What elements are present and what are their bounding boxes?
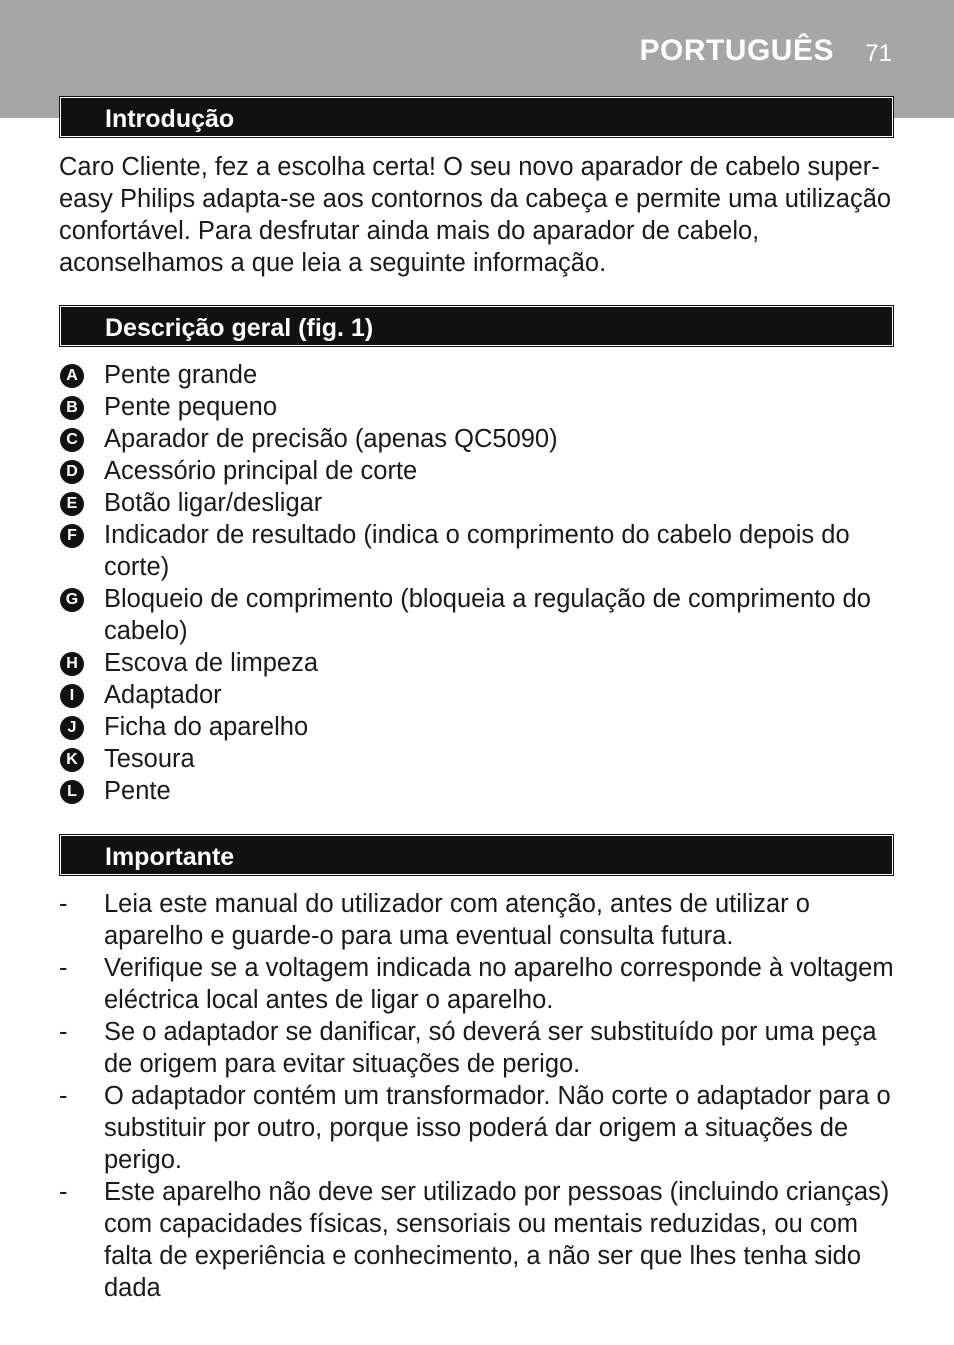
section-title-intro: Introdução bbox=[105, 105, 235, 133]
letter-badge: J bbox=[60, 716, 84, 740]
bullet-item bbox=[59, 888, 904, 952]
list-item bbox=[59, 423, 904, 455]
section-header-intro bbox=[60, 97, 893, 137]
list-item bbox=[59, 455, 904, 487]
list-item bbox=[59, 519, 904, 583]
list-item-text: Aparador de precisão (apenas QC5090) bbox=[104, 425, 558, 453]
language-title: PORTUGUÊS bbox=[639, 34, 834, 67]
list-item-text: Pente pequeno bbox=[104, 393, 277, 421]
bullet-text: Se o adaptador se danificar, só deverá ser substituído por uma peça de origem para evitar situações de perigo. bbox=[104, 1018, 877, 1078]
list-item-text: Pente grande bbox=[104, 361, 258, 389]
list-item bbox=[59, 487, 904, 519]
letter-badge: F bbox=[60, 524, 84, 548]
list-item-text: Botão ligar/desligar bbox=[104, 489, 323, 517]
list-item bbox=[59, 359, 904, 391]
list-item bbox=[59, 775, 904, 807]
list-item-text: Indicador de resultado (indica o comprimento do cabelo depois do corte) bbox=[104, 521, 850, 581]
bullet-dash: - bbox=[59, 1018, 68, 1046]
letter-badge: D bbox=[60, 460, 84, 484]
section-title-overview: Descrição geral (fig. 1) bbox=[105, 314, 374, 342]
list-item-text: Tesoura bbox=[104, 745, 195, 773]
section-title-important: Importante bbox=[105, 843, 235, 871]
bullet-dash: - bbox=[59, 1082, 68, 1110]
section-header-important bbox=[60, 835, 893, 875]
list-item bbox=[59, 679, 904, 711]
bullet-text: Este aparelho não deve ser utilizado por pessoas (incluindo crianças) com capacidades físicas, sensoriais ou mentais reduzidas, ou com falta de experiência e conhecimento, a não ser que lhes tenha sido dada bbox=[104, 1178, 890, 1302]
list-item-text: Acessório principal de corte bbox=[104, 457, 418, 485]
list-item-text: Adaptador bbox=[104, 681, 222, 709]
letter-badge: L bbox=[60, 780, 84, 804]
bullet-dash: - bbox=[59, 1178, 68, 1206]
bullet-item bbox=[59, 1080, 904, 1176]
list-item bbox=[59, 647, 904, 679]
list-item bbox=[59, 711, 904, 743]
intro-paragraph: Caro Cliente, fez a escolha certa! O seu novo aparador de cabelo super-easy Philips adapta-se aos contornos da cabeça e permite uma utilização confortável. Para desfrutar ainda mais do aparador de cabelo, aconselhamos a que leia a seguinte informação. bbox=[59, 153, 892, 277]
section-header-overview bbox=[60, 306, 893, 346]
overview-list bbox=[59, 359, 904, 807]
letter-badge: E bbox=[60, 492, 84, 516]
list-item-text: Bloqueio de comprimento (bloqueia a regulação de comprimento do cabelo) bbox=[104, 585, 871, 645]
bullet-item bbox=[59, 1016, 904, 1080]
letter-badge: A bbox=[60, 364, 84, 388]
list-item-text: Ficha do aparelho bbox=[104, 713, 309, 741]
letter-badge: C bbox=[60, 428, 84, 452]
list-item bbox=[59, 743, 904, 775]
bullet-dash: - bbox=[59, 954, 68, 982]
letter-badge: B bbox=[60, 396, 84, 420]
list-item-text: Escova de limpeza bbox=[104, 649, 319, 677]
letter-badge: G bbox=[60, 588, 84, 612]
letter-badge: I bbox=[60, 684, 84, 708]
list-item bbox=[59, 391, 904, 423]
bullet-text: Verifique se a voltagem indicada no aparelho corresponde à voltagem eléctrica local antes de ligar o aparelho. bbox=[104, 954, 894, 1014]
important-list bbox=[59, 888, 904, 1304]
bullet-item bbox=[59, 952, 904, 1016]
bullet-item bbox=[59, 1176, 904, 1304]
bullet-text: Leia este manual do utilizador com atenção, antes de utilizar o aparelho e guarde-o para uma eventual consulta futura. bbox=[104, 890, 810, 950]
letter-badge: H bbox=[60, 652, 84, 676]
bullet-dash: - bbox=[59, 890, 68, 918]
letter-badge: K bbox=[60, 748, 84, 772]
list-item-text: Pente bbox=[104, 777, 171, 805]
page-number: 71 bbox=[865, 40, 892, 67]
list-item bbox=[59, 583, 904, 647]
bullet-text: O adaptador contém um transformador. Não corte o adaptador para o substituir por outro, porque isso poderá dar origem a situações de perigo. bbox=[104, 1082, 891, 1174]
